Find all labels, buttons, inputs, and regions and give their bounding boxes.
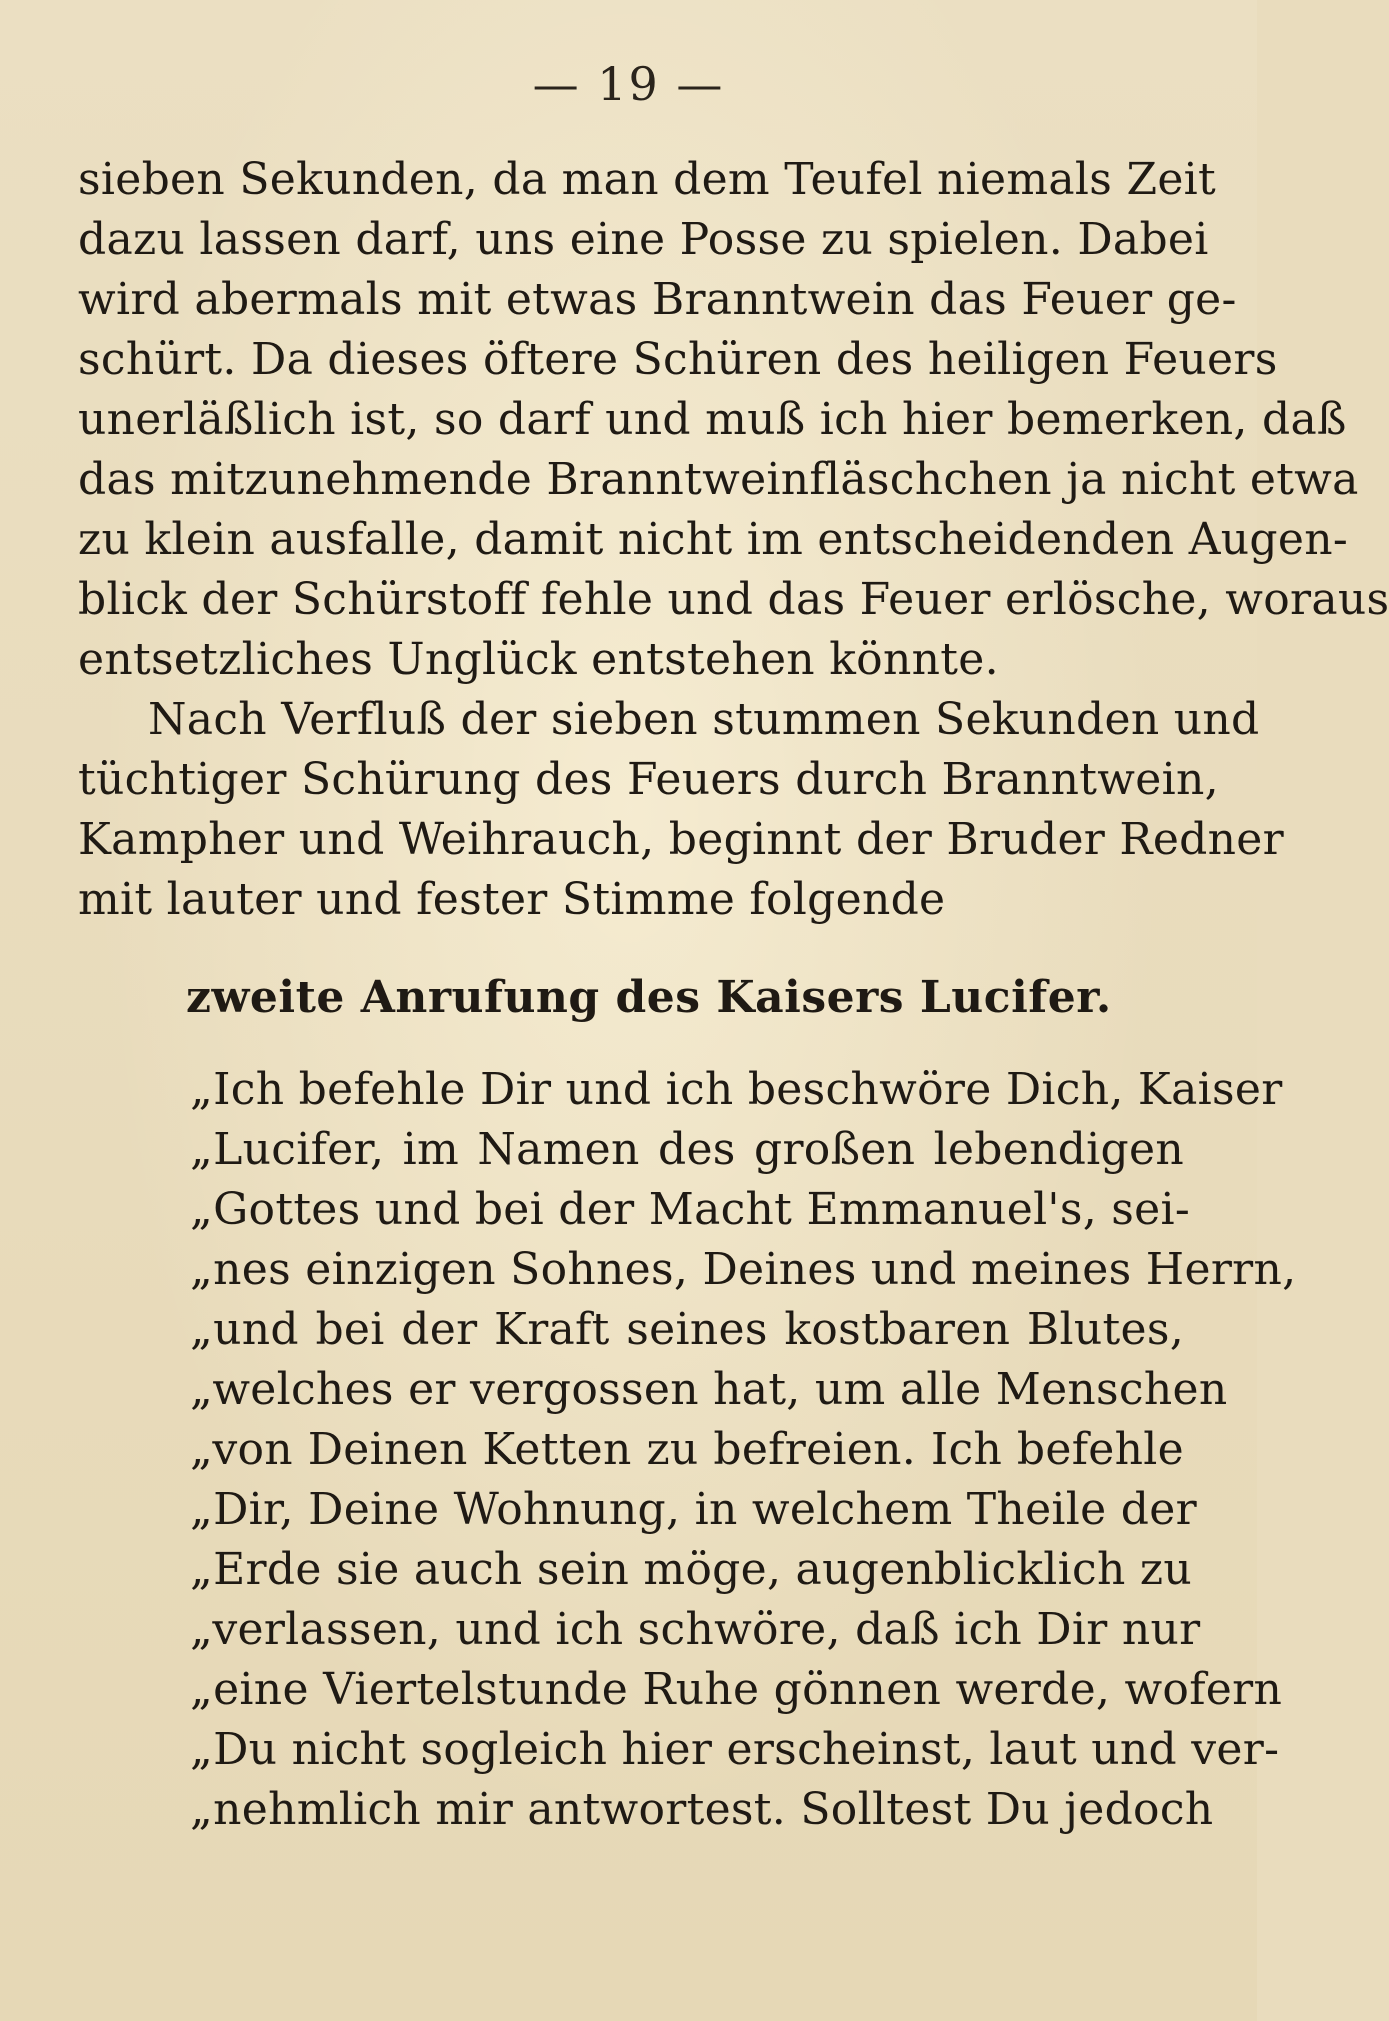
text-line: wird abermals mit etwas Branntwein das Feuer ge- — [78, 274, 1237, 325]
text-line: blick der Schürstoff fehle und das Feuer erlösche, woraus — [78, 574, 1389, 625]
page-text — [78, 150, 1389, 1840]
text-line: entsetzliches Unglück entstehen könnte. — [78, 634, 999, 685]
text-line: Kampher und Weihrauch, beginnt der Bruder Redner — [78, 814, 1284, 865]
text-line: „Dir, Deine Wohnung, in welchem Theile der — [190, 1484, 1197, 1535]
section-heading: zweite Anrufung des Kaisers Lucifer. — [186, 972, 1112, 1023]
text-line: „nes einzigen Sohnes, Deines und meines Herrn, — [190, 1244, 1297, 1295]
text-line: „und bei der Kraft seines kostbaren Blutes, — [190, 1304, 1184, 1355]
text-line: „Erde sie auch sein möge, augenblicklich zu — [190, 1544, 1193, 1595]
text-line: dazu lassen darf, uns eine Posse zu spielen. Dabei — [78, 214, 1209, 265]
text-line: das mitzunehmende Branntweinfläschchen ja nicht etwa — [78, 454, 1359, 505]
text-line: schürt. Da dieses öftere Schüren des heiligen Feuers — [78, 334, 1278, 385]
text-line: tüchtiger Schürung des Feuers durch Branntwein, — [78, 754, 1219, 805]
paragraph-2 — [78, 690, 1284, 930]
text-line: sieben Sekunden, da man dem Teufel niemals Zeit — [78, 154, 1217, 205]
paragraph-1 — [78, 150, 1389, 690]
text-line: „Ich befehle Dir und ich beschwöre Dich, Kaiser — [190, 1064, 1283, 1115]
spacer — [78, 930, 1184, 966]
text-line: „von Deinen Ketten zu befreien. Ich befehle — [190, 1424, 1184, 1475]
text-line: mit lauter und fester Stimme folgende — [78, 874, 946, 925]
page-number: — 19 — — [532, 57, 725, 111]
text-line: „Gottes und bei der Macht Emmanuel's, sei- — [190, 1184, 1191, 1235]
text-line: unerläßlich ist, so darf und muß ich hier bemerken, daß — [78, 394, 1347, 445]
text-line: „Lucifer, im Namen des großen lebendigen — [190, 1124, 1184, 1175]
text-line: „Du nicht sogleich hier erscheinst, laut und ver- — [190, 1724, 1280, 1775]
text-line: Nach Verfluß der sieben stummen Sekunden und — [148, 694, 1260, 745]
text-line: „verlassen, und ich schwöre, daß ich Dir nur — [190, 1604, 1201, 1655]
spacer — [78, 1030, 1184, 1060]
text-line: „nehmlich mir antwortest. Solltest Du jedoch — [190, 1784, 1214, 1835]
text-line: zu klein ausfalle, damit nicht im entscheidenden Augen- — [78, 514, 1349, 565]
text-line: „eine Viertelstunde Ruhe gönnen werde, wofern — [190, 1664, 1283, 1715]
paragraph-3 — [78, 1060, 1297, 1840]
text-line: „welches er vergossen hat, um alle Menschen — [190, 1364, 1228, 1415]
